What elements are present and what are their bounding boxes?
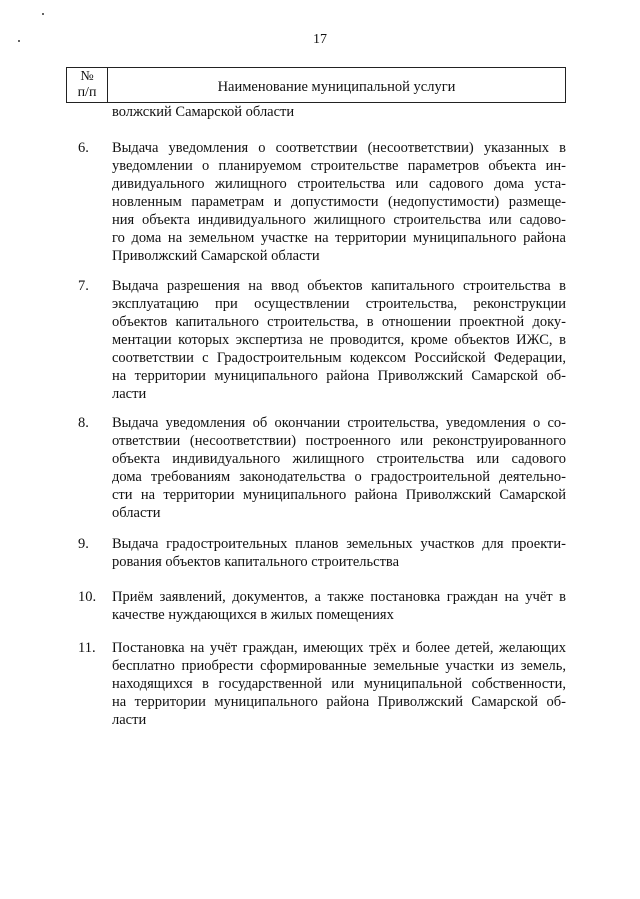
- entry-line: Постановка на учёт граждан, имеющих трёх и более детей, желающих: [112, 640, 566, 656]
- table-header: [66, 67, 566, 103]
- column-number-header: [67, 68, 108, 102]
- entry-line: уведомлении о планируемом строительстве параметров объекта ин-: [112, 158, 566, 174]
- entry-line: ласти: [112, 386, 147, 402]
- entry-line: Приволжский Самарской области: [112, 248, 320, 264]
- entry-line: Выдача разрешения на ввод объектов капитального строительства в: [112, 278, 566, 294]
- entry-line: дома требованиям законодательства о градостроительной деятельно-: [112, 469, 566, 485]
- entry-line: Выдача градостроительных планов земельных участков для проекти-: [112, 536, 566, 552]
- entry-line: Выдача уведомления об окончании строительства, уведомления о со-: [112, 415, 566, 431]
- service-entry: [78, 535, 566, 571]
- scan-speck: [42, 13, 44, 15]
- item-abbrev: п/п: [77, 85, 97, 100]
- service-entry: [78, 139, 566, 265]
- entry-line: новленным параметрам и допустимости (недопустимости) размеще-: [112, 194, 566, 210]
- entry-line: объекта индивидуального жилищного строительства или садового: [112, 451, 566, 467]
- continuation-text: волжский Самарской области: [112, 104, 295, 120]
- entry-line: ментации которых экспертиза не проводится, кроме объектов ИЖС, в: [112, 332, 566, 348]
- entry-line: области: [112, 505, 161, 521]
- entry-line: соответствии с Градостроительным кодексом Российской Федерации,: [112, 350, 566, 366]
- entry-text: [112, 139, 566, 265]
- entry-line: ния объекта индивидуального жилищного строительства или садово-: [112, 212, 566, 228]
- entry-line: го дома на земельном участке на территории муниципального района: [112, 230, 566, 246]
- entry-text: [112, 535, 566, 571]
- number-sign: №: [80, 69, 94, 84]
- service-entry: [78, 414, 566, 522]
- service-entry: [78, 639, 566, 729]
- entry-text: [112, 277, 566, 403]
- entry-number: 9.: [78, 536, 89, 552]
- entry-number: 6.: [78, 140, 89, 156]
- entry-text: [112, 639, 566, 729]
- entry-number: 8.: [78, 415, 89, 431]
- entry-line: рования объектов капитального строительства: [112, 554, 400, 570]
- entry-line: эксплуатацию при осуществлении строительства, реконструкции: [112, 296, 566, 312]
- entry-line: ответствии (несоответствии) построенного или реконструированного: [112, 433, 566, 449]
- entry-text: [112, 588, 566, 624]
- entry-line: бесплатно приобрести сформированные земельные участки из земель,: [112, 658, 566, 674]
- entry-line: качестве нуждающихся в жилых помещениях: [112, 607, 394, 623]
- entry-line: на территории муниципального района Приволжский Самарской об-: [112, 368, 566, 384]
- entry-line: Приём заявлений, документов, а также постановка граждан на учёт в: [112, 589, 566, 605]
- entry-line: Выдача уведомления о соответствии (несоответствии) указанных в: [112, 140, 566, 156]
- column-title-header: Наименование муниципальной услуги: [217, 78, 456, 95]
- entry-number: 7.: [78, 278, 89, 294]
- entry-number: 10.: [78, 589, 97, 605]
- entry-line: ласти: [112, 712, 147, 728]
- page-number: 17: [313, 32, 327, 47]
- entry-line: находящихся в государственной или муниципальной собственности,: [112, 676, 566, 692]
- entry-line: сти на территории муниципального района Приволжский Самарской: [112, 487, 566, 503]
- entry-number: 11.: [78, 640, 96, 656]
- entry-line: дивидуального жилищного строительства или садового дома уста-: [112, 176, 566, 192]
- entry-text: [112, 414, 566, 522]
- entry-line: на территории муниципального района Приволжский Самарской об-: [112, 694, 566, 710]
- service-entry: [78, 588, 566, 624]
- service-entry: [78, 277, 566, 403]
- entry-line: объектов капитального строительства, в отношении проектной доку-: [112, 314, 566, 330]
